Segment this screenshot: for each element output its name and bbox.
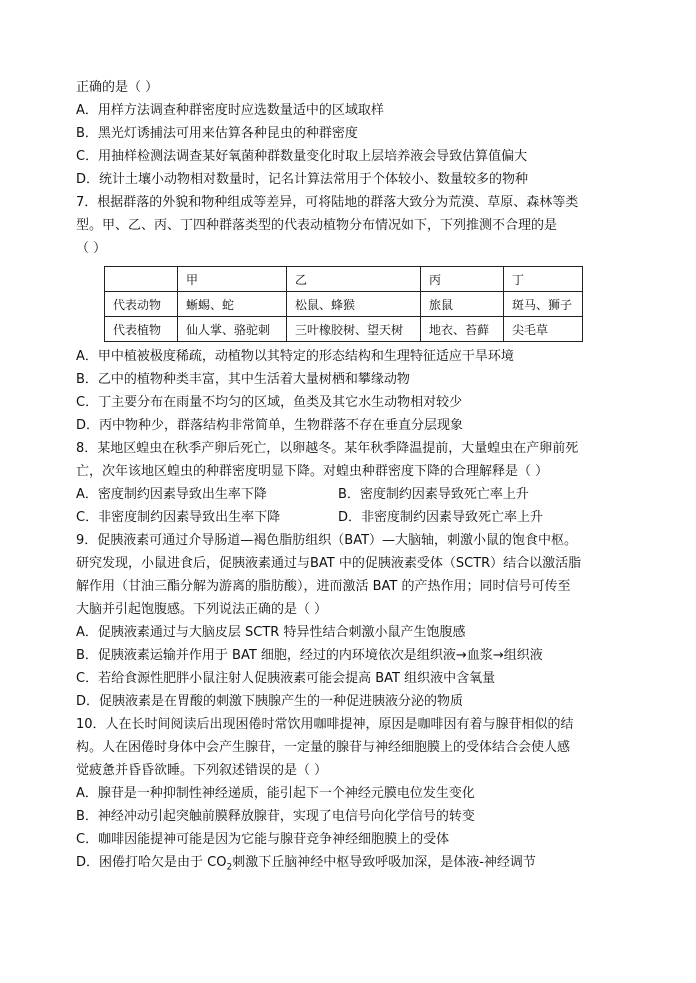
page-content xyxy=(76,76,636,874)
q9-option-a: A．促胰液素通过与大脑皮层 SCTR 特异性结合刺激小鼠产生饱腹感 xyxy=(76,625,466,640)
q7-stem-line-3: （ ） xyxy=(76,241,107,256)
q9-option-c: C．若给食源性肥胖小鼠注射人促胰液素可能会提高 BAT 组织液中含氧量 xyxy=(76,671,496,686)
table-cell: 丙 xyxy=(421,267,504,292)
q7-option-b: B．乙中的植物种类丰富，其中生活着大量树栖和攀缘动物 xyxy=(76,372,410,387)
q8-stem-line-1: 8．某地区蝗虫在秋季产卵后死亡，以卵越冬。某年秋季降温提前，大量蝗虫在产卵前死 xyxy=(76,441,579,456)
table-cell: 代表植物 xyxy=(105,317,178,342)
q9-stem-line-2: 研究发现，小鼠进食后，促胰液素通过与BAT 中的促胰液素受体（SCTR）结合以激活脂 xyxy=(76,556,582,571)
q9-option-d: D．促胰液素是在胃酸的刺激下胰腺产生的一种促进胰液分泌的物质 xyxy=(76,694,464,709)
table-cell: 松鼠、蜂猴 xyxy=(287,292,421,317)
q8-option-d: D．非密度制约因素导致死亡率上升 xyxy=(338,510,544,525)
table-cell: 乙 xyxy=(287,267,421,292)
q10-stem-line-3: 觉疲惫并昏昏欲睡。下列叙述错误的是（ ） xyxy=(76,763,328,778)
q6-option-a: A．用样方法调查种群密度时应选数量适中的区域取样 xyxy=(76,103,384,118)
subscript-2: 2 xyxy=(226,862,233,873)
q7-community-table xyxy=(104,266,583,342)
q9-stem-line-1: 9．促胰液素可通过介导肠道—褐色脂肪组织（BAT）—大脑轴，刺激小鼠的饱食中枢。 xyxy=(76,533,578,548)
q7-stem-line-1: 7．根据群落的外貌和物种组成等差异，可将陆地的群落大致分为荒漠、草原、森林等类 xyxy=(76,195,579,210)
table-cell: 地衣、苔藓 xyxy=(421,317,504,342)
q10-option-a: A．腺苷是一种抑制性神经递质，能引起下一个神经元膜电位发生变化 xyxy=(76,786,475,801)
q10-option-d xyxy=(76,851,636,874)
q9-stem-line-3: 解作用（甘油三酯分解为游离的脂肪酸），进而激活 BAT 的产热作用；同时信号可传至 xyxy=(76,579,571,594)
q10-stem-line-1: 10．人在长时间阅读后出现困倦时常饮用咖啡提神，原因是咖啡因有着与腺苷相似的结 xyxy=(76,717,574,732)
table-cell: 代表动物 xyxy=(105,292,178,317)
table-cell xyxy=(105,267,178,292)
q9-option-b: B．促胰液素运输并作用于 BAT 细胞，经过的内环境依次是组织液→血浆→组织液 xyxy=(76,648,543,663)
table-cell: 蜥蜴、蛇 xyxy=(178,292,287,317)
q7-stem-line-2: 型。甲、乙、丙、丁四种群落类型的代表动植物分布情况如下，下列推测不合理的是 xyxy=(76,218,558,233)
q7-option-d: D．丙中物种少，群落结构非常简单，生物群落不存在垂直分层现象 xyxy=(76,418,464,433)
q6-stem: 正确的是（ ） xyxy=(76,80,159,95)
q8-option-b: B．密度制约因素导致死亡率上升 xyxy=(338,487,529,502)
q6-option-b: B．黑光灯诱捕法可用来估算各种昆虫的种群密度 xyxy=(76,126,358,141)
q10-option-c: C．咖啡因能提神可能是因为它能与腺苷竞争神经细胞膜上的受体 xyxy=(76,832,450,847)
table-row xyxy=(105,317,583,342)
q8-option-a: A．密度制约因素导致出生率下降 xyxy=(76,487,267,502)
q8-options-row-1 xyxy=(76,483,636,506)
q7-option-c: C．丁主要分布在雨量不均匀的区域，鱼类及其它水生动物相对较少 xyxy=(76,395,463,410)
table-cell: 旅鼠 xyxy=(421,292,504,317)
q6-option-c: C．用抽样检测法调查某好氧菌种群数量变化时取上层培养液会导致估算值偏大 xyxy=(76,149,528,164)
table-cell: 斑马、狮子 xyxy=(504,292,583,317)
table-cell: 尖毛草 xyxy=(504,317,583,342)
table-header-row xyxy=(105,267,583,292)
q7-option-a: A．甲中植被极度稀疏，动植物以其特定的形态结构和生理特征适应干旱环境 xyxy=(76,349,514,364)
q8-option-c: C．非密度制约因素导致出生率下降 xyxy=(76,510,281,525)
q10-option-b: B．神经冲动引起突触前膜释放腺苷，实现了电信号向化学信号的转变 xyxy=(76,809,475,824)
table-cell: 仙人掌、骆驼刺 xyxy=(178,317,287,342)
q8-stem-line-2: 亡，次年该地区蝗虫的种群密度明显下降。对蝗虫种群密度下降的合理解释是（ ） xyxy=(76,464,549,479)
q6-option-d: D．统计土壤小动物相对数量时，记名计算法常用于个体较小、数量较多的物种 xyxy=(76,172,529,187)
q10-option-d-text: D．困倦打哈欠是由于 CO xyxy=(76,855,227,870)
table-row xyxy=(105,292,583,317)
q9-stem-line-4: 大脑并引起饱腹感。下列说法正确的是（ ） xyxy=(76,602,328,617)
table-cell: 三叶橡胶树、望天树 xyxy=(287,317,421,342)
table-cell: 丁 xyxy=(504,267,583,292)
table-cell: 甲 xyxy=(178,267,287,292)
q10-option-d-text-rest: 刺激下丘脑神经中枢导致呼吸加深，是体液-神经调节 xyxy=(232,855,536,870)
q10-stem-line-2: 构。人在困倦时身体中会产生腺苷，一定量的腺苷与神经细胞膜上的受体结合会使人感 xyxy=(76,740,571,755)
q8-options-row-2 xyxy=(76,506,636,529)
